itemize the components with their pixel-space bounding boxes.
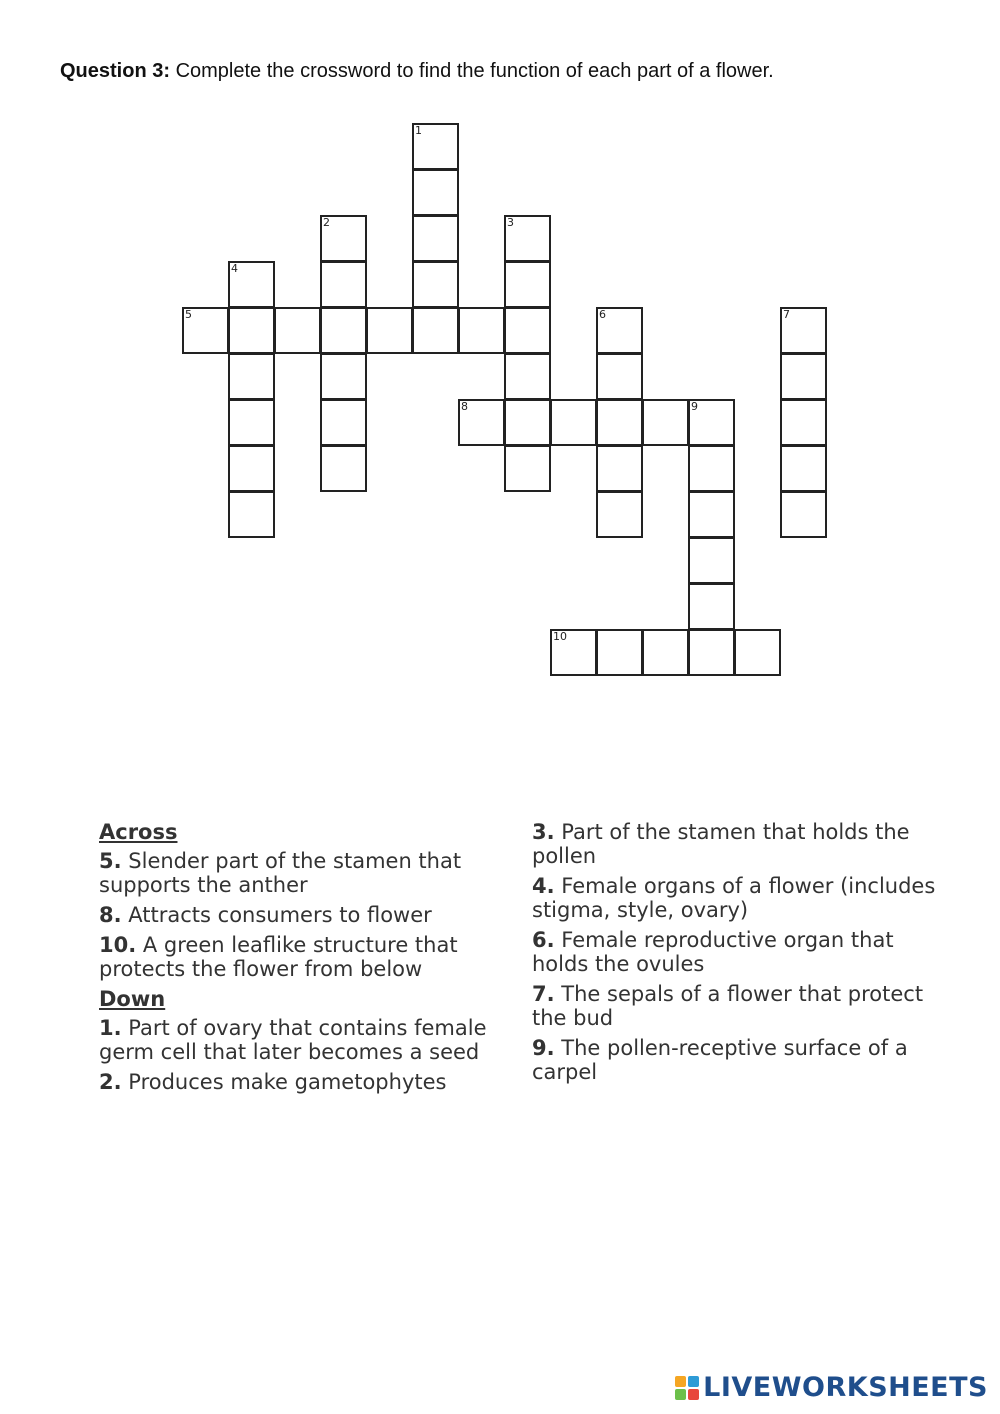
clue-down-3 bbox=[532, 820, 952, 868]
crossword-cell[interactable] bbox=[458, 307, 505, 354]
crossword-cell[interactable] bbox=[228, 491, 275, 538]
crossword-cell[interactable] bbox=[688, 629, 735, 676]
crossword-cell[interactable] bbox=[412, 307, 459, 354]
clue-number: 2. bbox=[99, 1070, 122, 1094]
clue-down-2 bbox=[99, 1070, 524, 1094]
crossword-cell[interactable] bbox=[504, 353, 551, 400]
crossword-cell[interactable] bbox=[228, 445, 275, 492]
crossword-cell[interactable] bbox=[688, 399, 735, 446]
crossword-cell[interactable] bbox=[688, 445, 735, 492]
clue-across-10 bbox=[99, 933, 524, 981]
question-label: Question 3: bbox=[60, 60, 171, 82]
crossword-cell[interactable] bbox=[412, 169, 459, 216]
crossword-cell[interactable] bbox=[688, 537, 735, 584]
clue-number: 3. bbox=[532, 820, 555, 844]
clue-down-9 bbox=[532, 1036, 952, 1084]
crossword-cell[interactable] bbox=[504, 261, 551, 308]
clue-across-8 bbox=[99, 903, 524, 927]
clue-number: 6. bbox=[532, 928, 555, 952]
clue-number: 9. bbox=[532, 1036, 555, 1060]
crossword-cell[interactable] bbox=[596, 353, 643, 400]
clue-number: 5. bbox=[99, 849, 122, 873]
cell-number: 5 bbox=[185, 308, 192, 321]
clue-across-5 bbox=[99, 849, 524, 897]
crossword-cell[interactable] bbox=[688, 583, 735, 630]
crossword-cell[interactable] bbox=[550, 629, 597, 676]
clue-number: 7. bbox=[532, 982, 555, 1006]
logo-block bbox=[675, 1376, 686, 1387]
crossword-cell[interactable] bbox=[780, 399, 827, 446]
cell-number: 3 bbox=[507, 216, 514, 229]
logo-blocks-icon bbox=[675, 1376, 699, 1400]
crossword-cell[interactable] bbox=[734, 629, 781, 676]
crossword-cell[interactable] bbox=[550, 399, 597, 446]
crossword-cell[interactable] bbox=[366, 307, 413, 354]
crossword-cell[interactable] bbox=[274, 307, 321, 354]
cell-number: 8 bbox=[461, 400, 468, 413]
clue-number: 1. bbox=[99, 1016, 122, 1040]
clue-number: 8. bbox=[99, 903, 122, 927]
crossword-cell[interactable] bbox=[412, 123, 459, 170]
crossword-cell[interactable] bbox=[228, 261, 275, 308]
logo-block bbox=[675, 1389, 686, 1400]
cell-number: 2 bbox=[323, 216, 330, 229]
clue-text: The pollen-receptive surface of a carpel bbox=[532, 1036, 908, 1084]
crossword-cell[interactable] bbox=[412, 215, 459, 262]
crossword-cell[interactable] bbox=[596, 491, 643, 538]
crossword-cell[interactable] bbox=[504, 399, 551, 446]
clue-text: The sepals of a flower that protect the bud bbox=[532, 982, 924, 1030]
crossword-cell[interactable] bbox=[504, 307, 551, 354]
clue-text: Slender part of the stamen that supports the anther bbox=[99, 849, 462, 897]
cell-number: 7 bbox=[783, 308, 790, 321]
logo-block bbox=[688, 1389, 699, 1400]
crossword-cell[interactable] bbox=[182, 307, 229, 354]
clue-text: Female reproductive organ that holds the ovules bbox=[532, 928, 894, 976]
crossword-cell[interactable] bbox=[596, 445, 643, 492]
crossword-cell[interactable] bbox=[504, 445, 551, 492]
question-text: Complete the crossword to find the function of each part of a flower. bbox=[175, 60, 774, 82]
clues-right-column bbox=[532, 820, 952, 1090]
crossword-cell[interactable] bbox=[596, 629, 643, 676]
crossword-cell[interactable] bbox=[458, 399, 505, 446]
clue-number: 10. bbox=[99, 933, 137, 957]
crossword-cell[interactable] bbox=[642, 629, 689, 676]
clue-number: 4. bbox=[532, 874, 555, 898]
crossword-cell[interactable] bbox=[320, 445, 367, 492]
crossword-cell[interactable] bbox=[780, 307, 827, 354]
cell-number: 10 bbox=[553, 630, 567, 643]
across-heading: Across bbox=[99, 820, 178, 844]
liveworksheets-logo bbox=[675, 1372, 988, 1403]
cell-number: 1 bbox=[415, 124, 422, 137]
crossword-cell[interactable] bbox=[320, 215, 367, 262]
crossword-cell[interactable] bbox=[596, 399, 643, 446]
clue-down-1 bbox=[99, 1016, 524, 1064]
crossword-cell[interactable] bbox=[596, 307, 643, 354]
crossword-cell[interactable] bbox=[642, 399, 689, 446]
crossword-cell[interactable] bbox=[320, 261, 367, 308]
crossword-cell[interactable] bbox=[504, 215, 551, 262]
down-heading: Down bbox=[99, 987, 166, 1011]
crossword-cell[interactable] bbox=[780, 491, 827, 538]
clue-down-7 bbox=[532, 982, 952, 1030]
crossword-cell[interactable] bbox=[228, 307, 275, 354]
clue-text: Part of the stamen that holds the pollen bbox=[532, 820, 910, 868]
clue-text: Produces make gametophytes bbox=[128, 1070, 447, 1094]
clue-down-4 bbox=[532, 874, 952, 922]
crossword-cell[interactable] bbox=[228, 353, 275, 400]
clue-text: Female organs of a flower (includes stigma, style, ovary) bbox=[532, 874, 936, 922]
cell-number: 4 bbox=[231, 262, 238, 275]
clue-text: A green leaflike structure that protects the flower from below bbox=[99, 933, 458, 981]
crossword-cell[interactable] bbox=[412, 261, 459, 308]
crossword-cell[interactable] bbox=[228, 399, 275, 446]
crossword-cell[interactable] bbox=[320, 307, 367, 354]
cell-number: 6 bbox=[599, 308, 606, 321]
clue-text: Attracts consumers to flower bbox=[128, 903, 432, 927]
crossword-cell[interactable] bbox=[688, 491, 735, 538]
clues-left-column bbox=[99, 820, 524, 1100]
crossword-cell[interactable] bbox=[320, 399, 367, 446]
clue-text: Part of ovary that contains female germ cell that later becomes a seed bbox=[99, 1016, 487, 1064]
crossword-cell[interactable] bbox=[780, 445, 827, 492]
crossword-cell[interactable] bbox=[320, 353, 367, 400]
logo-block bbox=[688, 1376, 699, 1387]
clue-down-6 bbox=[532, 928, 952, 976]
cell-number: 9 bbox=[691, 400, 698, 413]
crossword-cell[interactable] bbox=[780, 353, 827, 400]
logo-text: LIVEWORKSHEETS bbox=[703, 1372, 988, 1403]
